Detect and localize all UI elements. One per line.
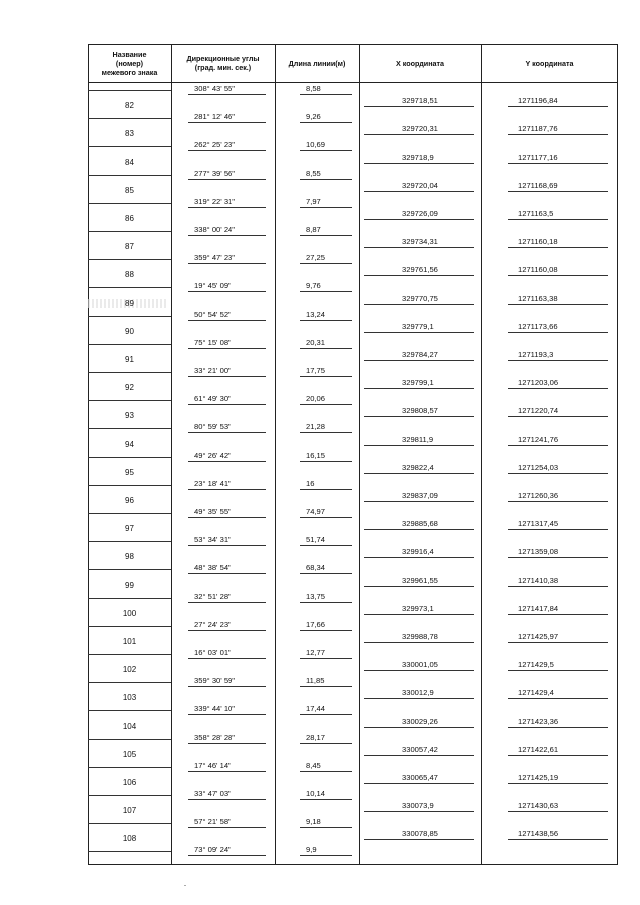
point-name: 102 bbox=[122, 665, 137, 675]
x-coordinate: 329784,27 bbox=[402, 349, 438, 359]
value-underline bbox=[300, 602, 352, 603]
value-underline bbox=[300, 179, 352, 180]
y-coordinate: 1271430,63 bbox=[518, 801, 559, 811]
name-separator bbox=[88, 457, 171, 458]
value-underline bbox=[300, 573, 352, 574]
header-angle-line-2: (град. мин. сек.) bbox=[194, 63, 252, 72]
y-coordinate: 1271160,08 bbox=[518, 265, 558, 275]
y-coordinate: 1271423,36 bbox=[518, 716, 559, 726]
value-underline bbox=[188, 207, 266, 208]
name-separator bbox=[88, 795, 171, 796]
y-coordinate: 1271260,36 bbox=[518, 490, 559, 500]
point-name: 84 bbox=[125, 157, 134, 167]
y-coordinate: 1271160,18 bbox=[518, 237, 558, 247]
point-name: 92 bbox=[125, 383, 134, 393]
line-length: 51,74 bbox=[306, 535, 326, 545]
value-underline bbox=[508, 247, 608, 248]
value-underline bbox=[364, 783, 474, 784]
value-underline bbox=[300, 235, 352, 236]
point-name: 89 bbox=[125, 298, 134, 308]
point-name: 85 bbox=[125, 185, 134, 195]
x-coordinate: 329761,56 bbox=[402, 265, 438, 275]
value-underline bbox=[508, 416, 608, 417]
direction-angle: 338° 00' 24" bbox=[194, 225, 235, 234]
name-separator bbox=[88, 654, 171, 655]
value-underline bbox=[300, 432, 352, 433]
value-underline bbox=[188, 686, 266, 687]
name-separator bbox=[88, 823, 171, 824]
value-underline bbox=[188, 602, 266, 603]
line-length: 10,14 bbox=[306, 789, 326, 798]
direction-angle: 32° 51' 28" bbox=[194, 591, 231, 601]
point-name: 87 bbox=[125, 242, 134, 252]
header-angle-line-1: Дирекционные углы bbox=[186, 54, 260, 63]
y-coordinate: 1271193,3 bbox=[518, 349, 554, 359]
direction-angle: 19° 45' 09" bbox=[194, 281, 231, 291]
header-y: Y координата bbox=[525, 58, 574, 68]
value-underline bbox=[508, 191, 608, 192]
value-underline bbox=[300, 376, 352, 377]
x-coordinate: 329811,9 bbox=[402, 434, 434, 444]
x-coordinate: 329718,51 bbox=[402, 96, 438, 106]
x-coordinate: 330078,85 bbox=[402, 829, 438, 839]
x-coordinate: 330012,9 bbox=[402, 688, 434, 698]
direction-angle: 48° 38' 54" bbox=[194, 563, 231, 573]
y-coordinate: 1271254,03 bbox=[518, 462, 559, 472]
value-underline bbox=[364, 670, 474, 671]
direction-angle: 23° 18' 41" bbox=[194, 478, 231, 488]
name-separator bbox=[88, 569, 171, 570]
row-rule bbox=[88, 44, 618, 45]
x-coordinate: 329885,68 bbox=[402, 519, 438, 529]
point-name: 82 bbox=[125, 101, 134, 111]
x-coordinate: 329726,09 bbox=[402, 208, 438, 218]
value-underline bbox=[364, 163, 474, 164]
value-underline bbox=[300, 855, 352, 856]
direction-angle: 319° 22' 31" bbox=[194, 196, 235, 206]
name-separator bbox=[88, 485, 171, 486]
value-underline bbox=[508, 783, 608, 784]
value-underline bbox=[508, 614, 608, 615]
line-length: 16 bbox=[306, 478, 315, 488]
value-underline bbox=[508, 698, 608, 699]
value-underline bbox=[188, 179, 266, 180]
point-name: 103 bbox=[122, 693, 137, 703]
value-underline bbox=[364, 557, 474, 558]
value-underline bbox=[300, 799, 352, 800]
name-separator bbox=[88, 231, 171, 232]
value-underline bbox=[188, 855, 266, 856]
value-underline bbox=[188, 489, 266, 490]
value-underline bbox=[300, 743, 352, 744]
value-underline bbox=[508, 586, 608, 587]
value-underline bbox=[188, 291, 266, 292]
value-underline bbox=[188, 235, 266, 236]
x-coordinate: 329988,78 bbox=[402, 631, 438, 641]
y-coordinate: 1271317,45 bbox=[518, 519, 559, 529]
point-name: 98 bbox=[125, 552, 134, 562]
direction-angle: 27° 24' 23" bbox=[194, 619, 231, 629]
value-underline bbox=[364, 614, 474, 615]
line-length: 16,15 bbox=[306, 450, 326, 460]
name-separator bbox=[88, 428, 171, 429]
line-length: 28,17 bbox=[306, 732, 326, 742]
value-underline bbox=[188, 827, 266, 828]
name-separator bbox=[88, 203, 171, 204]
value-underline bbox=[300, 150, 352, 151]
y-coordinate: 1271220,74 bbox=[518, 406, 559, 416]
direction-angle: 359° 47' 23" bbox=[194, 253, 235, 263]
point-name: 100 bbox=[122, 608, 137, 618]
y-coordinate: 1271163,38 bbox=[518, 293, 558, 303]
x-coordinate: 330057,42 bbox=[402, 744, 438, 754]
x-coordinate: 329822,4 bbox=[402, 462, 434, 472]
value-underline bbox=[188, 461, 266, 462]
point-name: 108 bbox=[122, 834, 137, 844]
y-coordinate: 1271177,16 bbox=[518, 152, 558, 162]
value-underline bbox=[300, 714, 352, 715]
line-length: 68,34 bbox=[306, 563, 326, 573]
point-name: 95 bbox=[125, 467, 134, 477]
direction-angle: 308° 43' 55" bbox=[194, 84, 235, 93]
line-length: 13,75 bbox=[306, 591, 326, 601]
point-name: 106 bbox=[122, 777, 137, 787]
point-name: 107 bbox=[122, 806, 137, 816]
header-name-line-2: (номер) bbox=[115, 58, 144, 68]
y-coordinate: 1271359,08 bbox=[518, 547, 559, 557]
y-coordinate: 1271422,61 bbox=[518, 744, 559, 754]
value-underline bbox=[188, 376, 266, 377]
value-underline bbox=[508, 557, 608, 558]
point-name: 86 bbox=[125, 213, 134, 223]
direction-angle: 49° 35' 55" bbox=[194, 507, 231, 516]
y-coordinate: 1271425,19 bbox=[518, 772, 559, 782]
name-separator bbox=[88, 739, 171, 740]
direction-angle: 277° 39' 56" bbox=[194, 168, 235, 178]
value-underline bbox=[300, 291, 352, 292]
value-underline bbox=[300, 686, 352, 687]
column-rule bbox=[617, 44, 618, 864]
value-underline bbox=[508, 445, 608, 446]
value-underline bbox=[364, 473, 474, 474]
value-underline bbox=[364, 501, 474, 502]
value-underline bbox=[364, 360, 474, 361]
name-separator bbox=[88, 90, 171, 91]
point-name: 88 bbox=[125, 270, 134, 280]
x-coordinate: 330065,47 bbox=[402, 772, 438, 782]
value-underline bbox=[508, 670, 608, 671]
point-name: 93 bbox=[125, 411, 134, 421]
point-name: 97 bbox=[125, 524, 134, 534]
value-underline bbox=[364, 811, 474, 812]
value-underline bbox=[188, 517, 266, 518]
x-coordinate: 329720,04 bbox=[402, 180, 438, 190]
point-name: 94 bbox=[125, 439, 134, 449]
x-coordinate: 330001,05 bbox=[402, 660, 438, 670]
name-separator bbox=[88, 118, 171, 119]
column-rule bbox=[481, 44, 482, 864]
direction-angle: 73° 09' 24" bbox=[194, 845, 231, 855]
value-underline bbox=[188, 743, 266, 744]
value-underline bbox=[364, 642, 474, 643]
x-coordinate: 329770,75 bbox=[402, 293, 438, 303]
value-underline bbox=[188, 799, 266, 800]
name-separator bbox=[88, 541, 171, 542]
line-length: 7,97 bbox=[306, 196, 321, 206]
direction-angle: 33° 21' 00" bbox=[194, 366, 231, 375]
value-underline bbox=[300, 461, 352, 462]
line-length: 74,97 bbox=[306, 507, 326, 516]
value-underline bbox=[364, 191, 474, 192]
line-length: 8,87 bbox=[306, 225, 321, 234]
x-coordinate: 329734,31 bbox=[402, 237, 438, 247]
value-underline bbox=[188, 348, 266, 349]
line-length: 21,28 bbox=[306, 422, 326, 432]
value-underline bbox=[300, 263, 352, 264]
value-underline bbox=[508, 501, 608, 502]
x-coordinate: 329718,9 bbox=[402, 152, 434, 162]
value-underline bbox=[188, 94, 266, 95]
direction-angle: 33° 47' 03" bbox=[194, 789, 231, 798]
name-separator bbox=[88, 682, 171, 683]
y-coordinate: 1271168,69 bbox=[518, 180, 558, 190]
x-coordinate: 329808,57 bbox=[402, 406, 438, 416]
x-coordinate: 329720,31 bbox=[402, 124, 438, 134]
value-underline bbox=[364, 275, 474, 276]
value-underline bbox=[300, 517, 352, 518]
value-underline bbox=[300, 404, 352, 405]
line-length: 11,85 bbox=[306, 676, 325, 686]
x-coordinate: 330029,26 bbox=[402, 716, 438, 726]
line-length: 27,25 bbox=[306, 253, 326, 263]
y-coordinate: 1271203,06 bbox=[518, 378, 559, 388]
y-coordinate: 1271425,97 bbox=[518, 631, 559, 641]
line-length: 17,44 bbox=[306, 704, 326, 714]
value-underline bbox=[188, 404, 266, 405]
value-underline bbox=[508, 163, 608, 164]
line-length: 9,9 bbox=[306, 845, 317, 855]
line-length: 17,75 bbox=[306, 366, 326, 375]
value-underline bbox=[364, 839, 474, 840]
y-coordinate: 1271187,76 bbox=[518, 124, 558, 134]
direction-angle: 50° 54' 52" bbox=[194, 309, 231, 319]
header-angle bbox=[171, 44, 275, 82]
value-underline bbox=[364, 332, 474, 333]
y-coordinate: 1271429,4 bbox=[518, 688, 554, 698]
name-separator bbox=[88, 287, 171, 288]
line-length: 8,58 bbox=[306, 84, 321, 93]
point-name: 105 bbox=[122, 749, 137, 759]
value-underline bbox=[188, 771, 266, 772]
y-coordinate: 1271196,84 bbox=[518, 96, 558, 106]
value-underline bbox=[188, 263, 266, 264]
x-coordinate: 329916,4 bbox=[402, 547, 434, 557]
value-underline bbox=[364, 727, 474, 728]
direction-angle: 49° 26' 42" bbox=[194, 450, 231, 460]
direction-angle: 57° 21' 58" bbox=[194, 817, 231, 827]
line-length: 9,76 bbox=[306, 281, 321, 291]
y-coordinate: 1271438,56 bbox=[518, 829, 559, 839]
value-underline bbox=[188, 573, 266, 574]
y-coordinate: 1271417,84 bbox=[518, 603, 559, 613]
value-underline bbox=[508, 642, 608, 643]
direction-angle: 80° 59' 53" bbox=[194, 422, 231, 432]
value-underline bbox=[364, 134, 474, 135]
coordinates-table bbox=[88, 44, 618, 864]
value-underline bbox=[364, 106, 474, 107]
value-underline bbox=[508, 473, 608, 474]
name-separator bbox=[88, 175, 171, 176]
value-underline bbox=[508, 304, 608, 305]
value-underline bbox=[508, 529, 608, 530]
line-length: 13,24 bbox=[306, 309, 326, 319]
y-coordinate: 1271241,76 bbox=[518, 434, 559, 444]
y-coordinate: 1271429,5 bbox=[518, 660, 554, 670]
point-name: 91 bbox=[125, 354, 134, 364]
x-coordinate: 329961,55 bbox=[402, 575, 438, 585]
value-underline bbox=[364, 304, 474, 305]
value-underline bbox=[508, 332, 608, 333]
x-coordinate: 329799,1 bbox=[402, 378, 434, 388]
value-underline bbox=[300, 348, 352, 349]
value-underline bbox=[300, 771, 352, 772]
value-underline bbox=[188, 630, 266, 631]
direction-angle: 75° 15' 08" bbox=[194, 337, 231, 347]
value-underline bbox=[300, 630, 352, 631]
row-rule bbox=[88, 82, 618, 83]
name-separator bbox=[88, 344, 171, 345]
point-name: 83 bbox=[125, 129, 134, 139]
value-underline bbox=[300, 489, 352, 490]
value-underline bbox=[364, 529, 474, 530]
value-underline bbox=[188, 150, 266, 151]
name-separator bbox=[88, 851, 171, 852]
value-underline bbox=[300, 827, 352, 828]
point-name: 101 bbox=[122, 636, 137, 646]
value-underline bbox=[364, 755, 474, 756]
value-underline bbox=[188, 714, 266, 715]
name-separator bbox=[88, 372, 171, 373]
value-underline bbox=[300, 658, 352, 659]
value-underline bbox=[508, 755, 608, 756]
line-length: 17,66 bbox=[306, 619, 326, 629]
x-coordinate: 329837,09 bbox=[402, 490, 438, 500]
direction-angle: 359° 30' 59" bbox=[194, 676, 235, 686]
name-separator bbox=[88, 316, 171, 317]
line-length: 12,77 bbox=[306, 648, 326, 657]
y-coordinate: 1271163,5 bbox=[518, 208, 554, 218]
line-length: 9,26 bbox=[306, 112, 321, 122]
line-length: 20,06 bbox=[306, 394, 326, 404]
value-underline bbox=[364, 698, 474, 699]
value-underline bbox=[364, 586, 474, 587]
value-underline bbox=[188, 545, 266, 546]
name-separator bbox=[88, 626, 171, 627]
value-underline bbox=[508, 134, 608, 135]
value-underline bbox=[300, 207, 352, 208]
name-separator bbox=[88, 259, 171, 260]
value-underline bbox=[364, 388, 474, 389]
header-name-line-3: межевого знака bbox=[101, 67, 158, 77]
line-length: 9,18 bbox=[306, 817, 321, 827]
x-coordinate: 330073,9 bbox=[402, 801, 434, 811]
direction-angle: 339° 44' 10" bbox=[194, 704, 235, 714]
value-underline bbox=[300, 122, 352, 123]
line-length: 8,45 bbox=[306, 760, 321, 770]
header-length: Длина линии(м) bbox=[288, 58, 346, 68]
value-underline bbox=[364, 445, 474, 446]
value-underline bbox=[188, 432, 266, 433]
line-length: 10,69 bbox=[306, 140, 326, 150]
header-x: X координата bbox=[395, 58, 445, 68]
value-underline bbox=[188, 658, 266, 659]
name-separator bbox=[88, 146, 171, 147]
direction-angle: 53° 34' 31" bbox=[194, 535, 231, 545]
row-rule bbox=[88, 864, 618, 865]
x-coordinate: 329973,1 bbox=[402, 603, 434, 613]
value-underline bbox=[364, 219, 474, 220]
value-underline bbox=[508, 219, 608, 220]
line-length: 8,55 bbox=[306, 168, 321, 178]
direction-angle: 17° 46' 14" bbox=[194, 760, 231, 770]
point-name: 96 bbox=[125, 495, 134, 505]
point-name: 90 bbox=[125, 326, 134, 336]
name-separator bbox=[88, 400, 171, 401]
name-separator bbox=[88, 598, 171, 599]
value-underline bbox=[300, 545, 352, 546]
direction-angle: 281° 12' 46" bbox=[194, 112, 235, 122]
point-name: 104 bbox=[122, 721, 137, 731]
direction-angle: 262° 25' 23" bbox=[194, 140, 235, 150]
value-underline bbox=[508, 388, 608, 389]
point-name: 99 bbox=[125, 580, 134, 590]
value-underline bbox=[188, 320, 266, 321]
column-rule bbox=[275, 44, 276, 864]
value-underline bbox=[364, 247, 474, 248]
value-underline bbox=[508, 275, 608, 276]
column-rule bbox=[171, 44, 172, 864]
direction-angle: 16° 03' 01" bbox=[194, 648, 231, 657]
value-underline bbox=[508, 360, 608, 361]
header-name bbox=[88, 44, 171, 82]
header-name-line-1: Название bbox=[112, 49, 147, 59]
name-separator bbox=[88, 767, 171, 768]
value-underline bbox=[300, 94, 352, 95]
name-separator bbox=[88, 710, 171, 711]
value-underline bbox=[364, 416, 474, 417]
column-rule bbox=[359, 44, 360, 864]
value-underline bbox=[508, 839, 608, 840]
y-coordinate: 1271173,66 bbox=[518, 321, 558, 331]
value-underline bbox=[508, 106, 608, 107]
direction-angle: 358° 28' 28" bbox=[194, 732, 235, 742]
y-coordinate: 1271410,38 bbox=[518, 575, 559, 585]
x-coordinate: 329779,1 bbox=[402, 321, 434, 331]
name-separator bbox=[88, 513, 171, 514]
scan-speck bbox=[184, 885, 186, 886]
direction-angle: 61° 49' 30" bbox=[194, 394, 231, 404]
value-underline bbox=[508, 727, 608, 728]
value-underline bbox=[300, 320, 352, 321]
value-underline bbox=[508, 811, 608, 812]
line-length: 20,31 bbox=[306, 337, 326, 347]
value-underline bbox=[188, 122, 266, 123]
